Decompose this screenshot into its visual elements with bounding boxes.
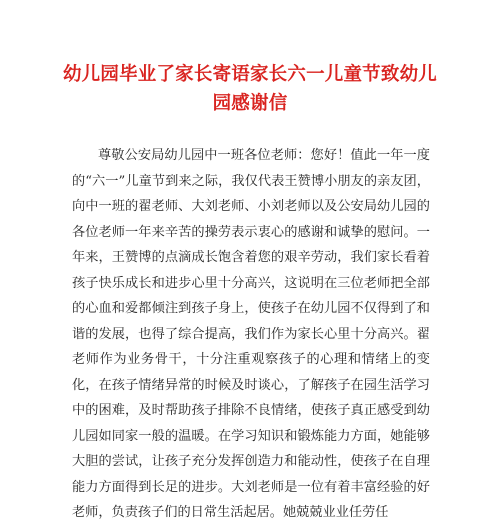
letter-body: 尊敬公安局幼儿园中一班各位老师：您好！值此一年一度的“六一”儿童节到来之际，我仅代表王赞博小朋友的亲友团，向中一班的翟老师、大刘老师、小刘老师以及公安局幼儿园的各位老师一年来辛苦的操劳表示衷心的感谢和诚挚的慰问。一年来，王赞博的点滴成长饱含着您的艰辛劳动，我们家长看着孩子快乐成长和进步心里十分高兴，这说明在三位老师把全部的心血和爱都倾注到孩子身上，使孩子在幼儿园不仅得到了和谐的发展，也得了综合提高，我们作为家长心里十分高兴。翟老师作为业务骨干，十分注重观察孩子的心理和情绪上的变化，在孩子情绪异常的时候及时谈心，了解孩子在园生活学习中的困难，及时帮助孩子排除不良情绪，使孩子真正感受到幼儿园如同家一般的温暖。在学习知识和锻炼能力方面，她能够大胆的尝试，让孩子充分发挥创造力和能动性，使孩子在自理能力方面得到长足的进步。大刘老师是一位有着丰富经验的好老师，负责孩子们的日常生活起居。她兢兢业业任劳任 — [72, 148, 430, 520]
document-title: 幼儿园毕业了家长寄语家长六一儿童节致幼儿园感谢信 — [62, 64, 437, 114]
